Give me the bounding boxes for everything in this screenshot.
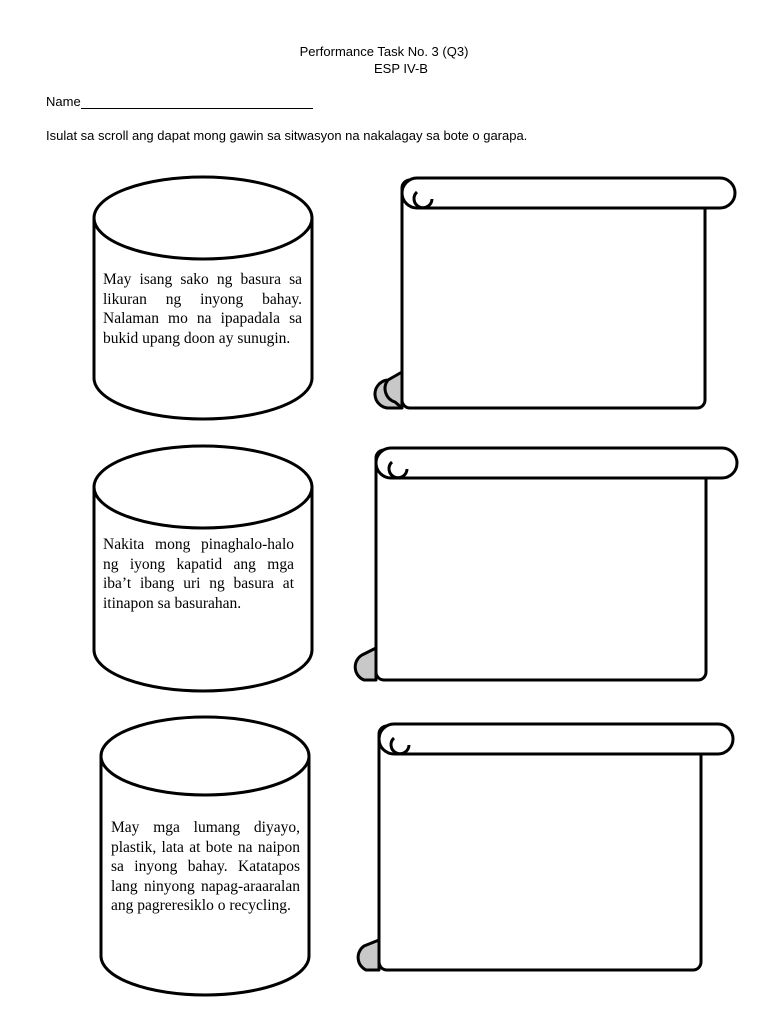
page-title: Performance Task No. 3 (Q3): [299, 44, 469, 59]
answer-scroll-2[interactable]: [355, 448, 737, 680]
jar-3-situation: May mga lumang diyayo, plastik, lata at bote na naipon sa inyong bahay. Katatapos lang ninyong napag-araaralan ang pagreresiklo o recycling.: [111, 819, 300, 914]
page-subtitle: ESP IV-B: [374, 61, 428, 76]
answer-scroll-1[interactable]: [375, 178, 735, 408]
instruction-text: Isulat sa scroll ang dapat mong gawin sa sitwasyon na nakalagay sa bote o garapa.: [46, 128, 528, 143]
jar-2-situation: Nakita mong pinaghalo-halo ng iyong kapatid ang mga iba’t ibang uri ng basura at itinapon sa basurahan.: [103, 536, 294, 612]
name-label: Name: [46, 94, 81, 109]
answer-scroll-3[interactable]: [358, 724, 733, 970]
jar-1-situation: May isang sako ng basura sa likuran ng inyong bahay. Nalaman mo na ipapadala sa bukid upang doon ay sunugin.: [103, 271, 302, 347]
